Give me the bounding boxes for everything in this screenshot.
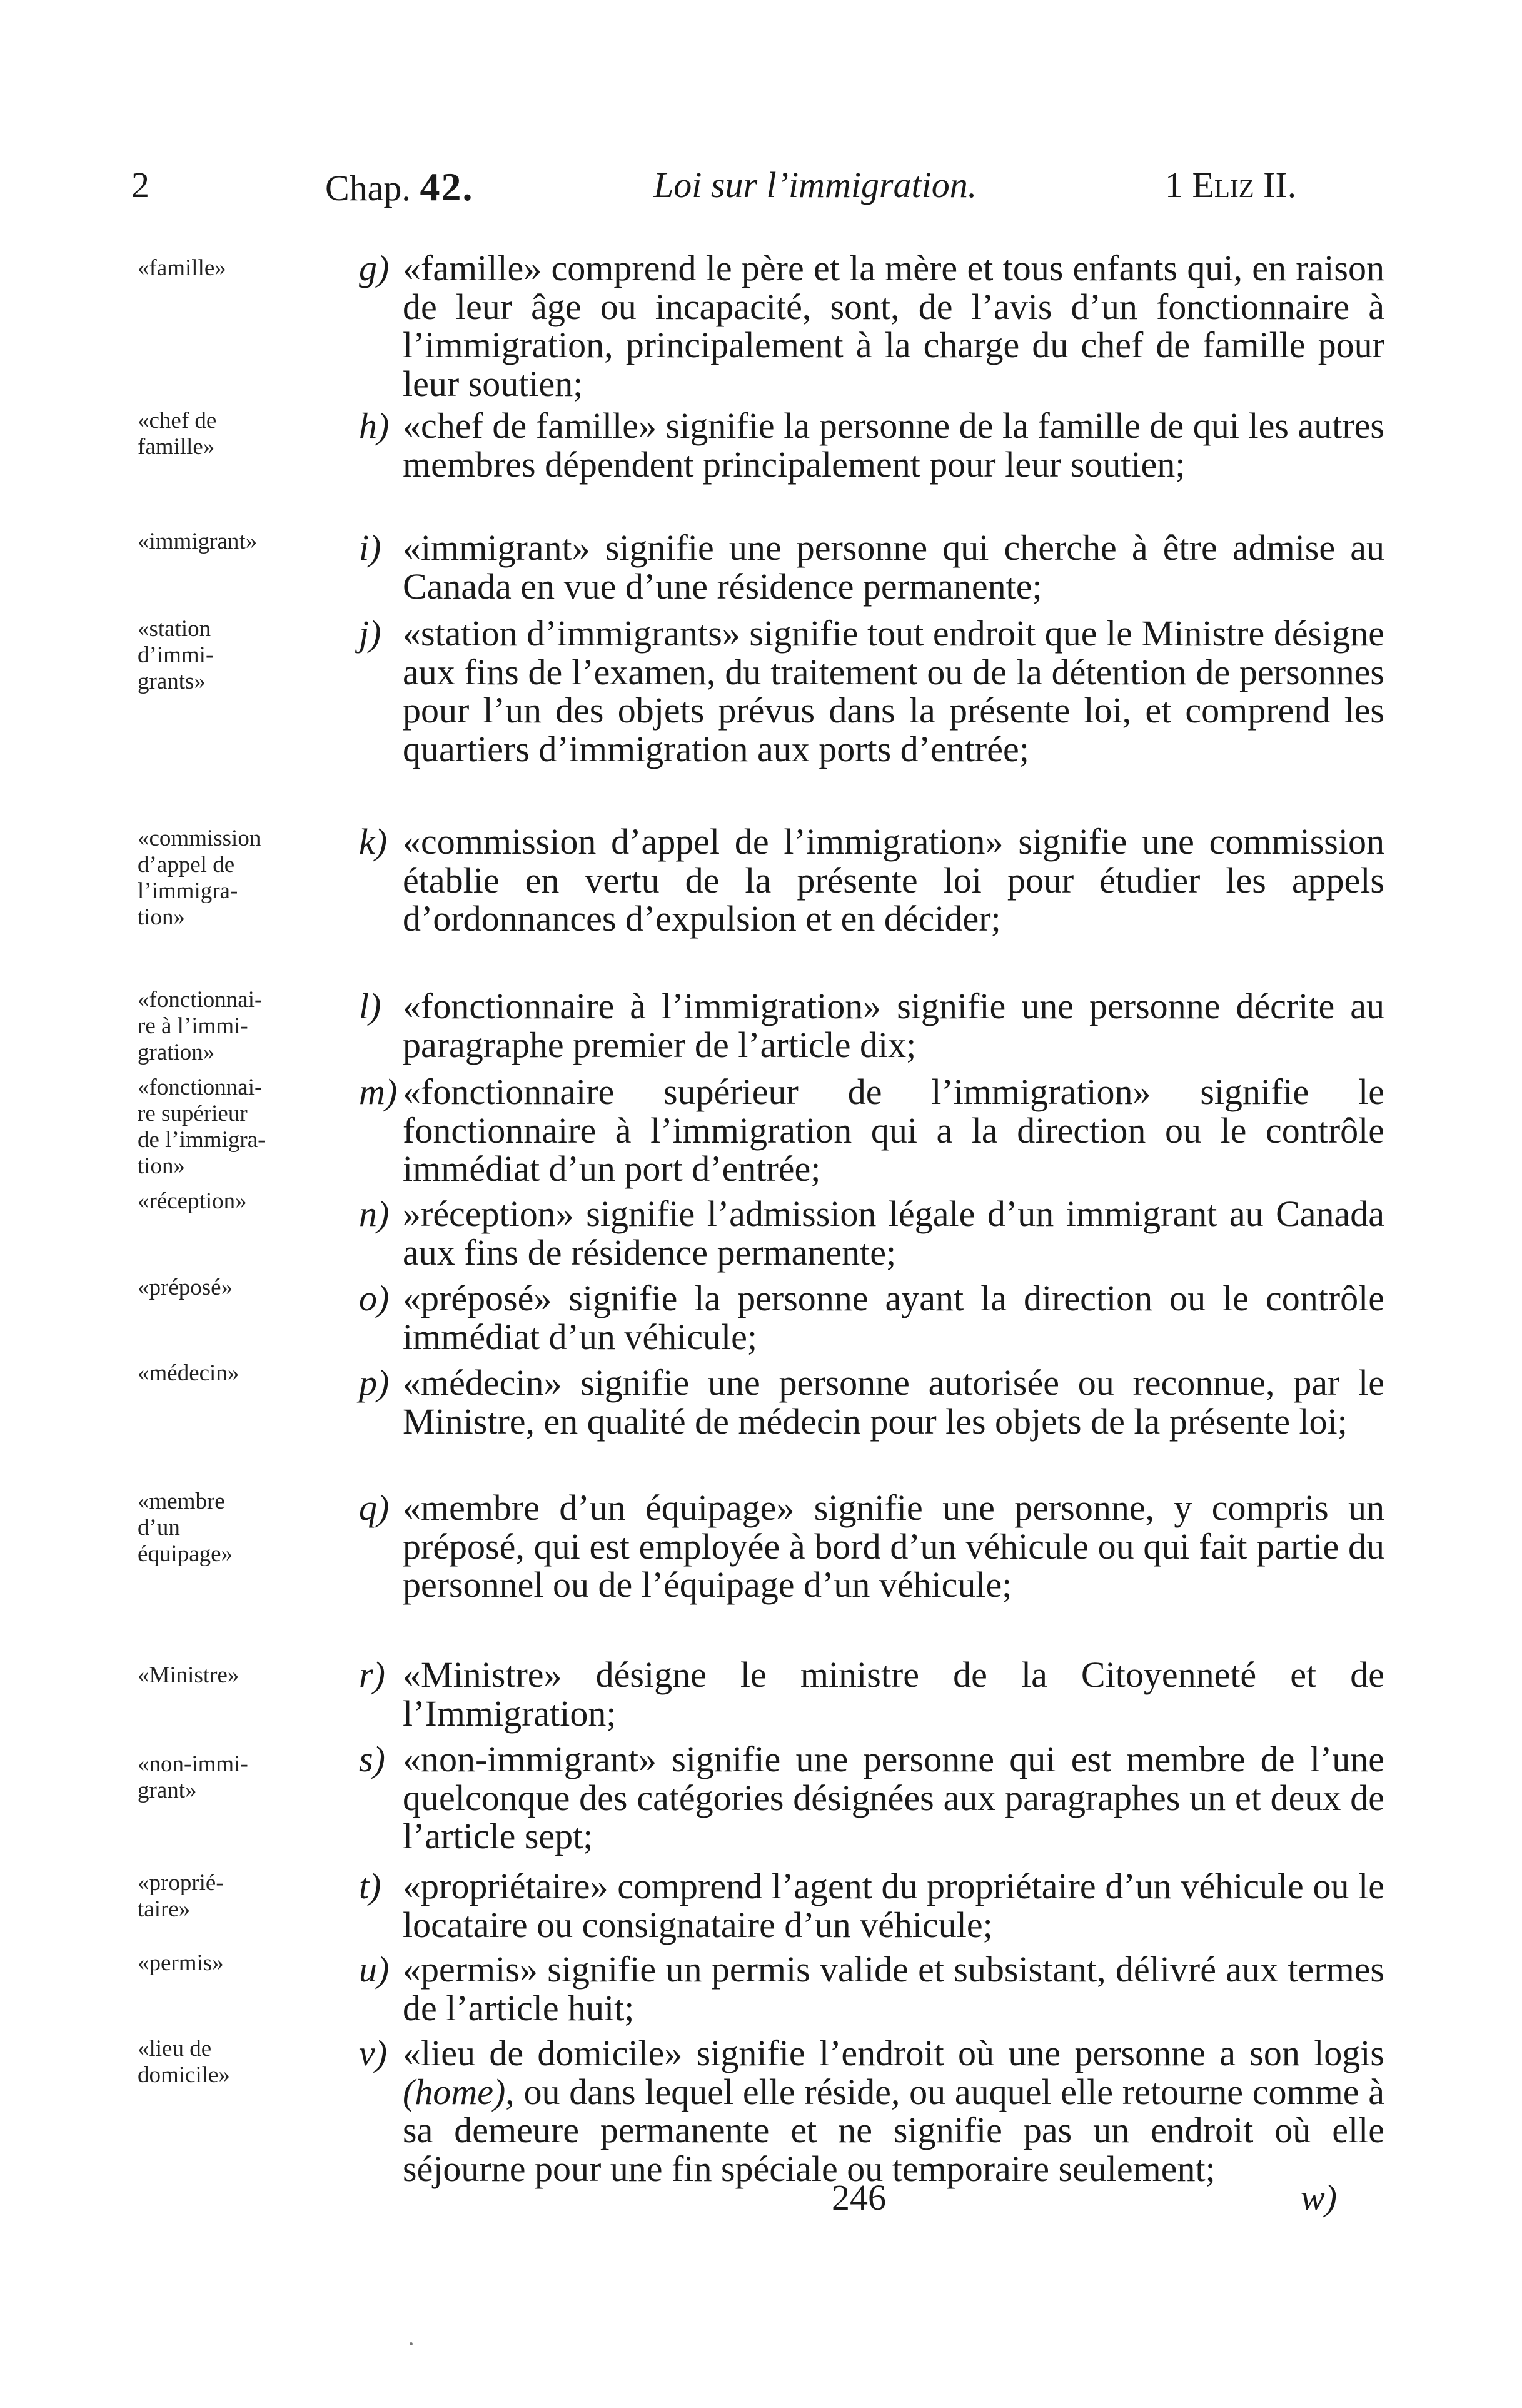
definition-text: «membre d’un équipage» signifie une personne, y compris un préposé, qui est employée à bord d’un véhicule ou qui fait partie du personnel ou de l’équipage d’un véhicule; [403, 1487, 1384, 1605]
act-title: Loi sur l’immigration. [653, 164, 977, 205]
sidenote-reception: «réception» [138, 1188, 247, 1214]
item-letter: j) [359, 613, 381, 654]
chapter-number: 42. [420, 164, 474, 209]
chapter-label [325, 164, 473, 210]
sidenote-membre-equipage: «membre d’un équipage» [138, 1489, 233, 1567]
chapter-label-text: Chap. [325, 168, 411, 208]
sidenote-medecin: «médecin» [138, 1360, 239, 1386]
definition-text: «famille» comprend le père et la mère et tous enfants qui, en raison de leur âge ou incapacité, sont, de l’avis d’un fonctionnaire à l’immigration, principalement à la charge du chef de famille pour leur soutien; [403, 248, 1384, 404]
sidenote-ministre: «Ministre» [138, 1662, 239, 1688]
item-letter: n) [359, 1193, 390, 1234]
sidenote-commission-appel: «commission d’appel de l’immigra- tion» [138, 826, 261, 930]
definition-text: «fonctionnaire à l’immigration» signifie une personne décrite au paragraphe premier de l’article dix; [403, 986, 1384, 1065]
item-letter: m) [359, 1071, 398, 1112]
definition-text: «fonctionnaire supérieur de l’immigration» signifie le fonctionnaire à l’immigration qui a la direction ou le contrôle immédiat d’un port d’entrée; [403, 1071, 1384, 1189]
definition-u [359, 1950, 1384, 2027]
sidenote-lieu-de-domicile: «lieu de domicile» [138, 2036, 230, 2088]
definition-text: «propriétaire» comprend l’agent du propriétaire d’un véhicule ou le locataire ou consignataire d’un véhicule; [403, 1866, 1384, 1945]
definition-k [359, 822, 1384, 938]
sidenote-prepose: «préposé» [138, 1275, 233, 1300]
sidenote-permis: «permis» [138, 1950, 224, 1976]
sidenote-fonctionnaire-immigration: «fonctionnai- re à l’immi- gration» [138, 987, 263, 1065]
definition-p [359, 1363, 1384, 1440]
item-letter: r) [359, 1654, 385, 1695]
page-number: 2 [131, 164, 149, 205]
definition-l [359, 987, 1384, 1064]
item-letter: u) [359, 1949, 390, 1990]
definition-text-before: «lieu de domicile» signifie l’endroit où une personne a son logis [403, 2033, 1384, 2073]
running-header [0, 164, 1522, 214]
item-letter: p) [359, 1362, 390, 1403]
definition-text: «commission d’appel de l’immigration» signifie une commission établie en vertu de la présente loi pour étudier les appels d’ordonnances d’expulsion et en décider; [403, 821, 1384, 939]
definition-i [359, 529, 1384, 605]
definition-text: «permis» signifie un permis valide et subsistant, délivré aux termes de l’article huit; [403, 1949, 1384, 2028]
item-letter: v) [359, 2033, 388, 2073]
catchword: w) [1301, 2177, 1337, 2218]
definition-text: «immigrant» signifie une personne qui cherche à être admise au Canada en vue d’une résidence permanente; [403, 527, 1384, 607]
definition-text: «chef de famille» signifie la personne de la famille de qui les autres membres dépendent principalement pour leur soutien; [403, 405, 1384, 485]
definition-text-italic: (home) [403, 2071, 506, 2112]
definition-t [359, 1867, 1384, 1944]
definition-text: «médecin» signifie une personne autorisée ou reconnue, par le Ministre, en qualité de médecin pour les objets de la présente loi; [403, 1362, 1384, 1442]
definition-n [359, 1195, 1384, 1272]
definition-text: »réception» signifie l’admission légale d’un immigrant au Canada aux fins de résidence permanente; [403, 1193, 1384, 1273]
definition-text: «station d’immigrants» signifie tout endroit que le Ministre désigne aux fins de l’examen, du traitement ou de la détention de personnes pour l’un des objets prévus dans la présente loi, et comprend les quartiers d’immigration aux ports d’entrée; [403, 613, 1384, 769]
ink-speck [410, 2342, 413, 2345]
definition-text: «préposé» signifie la personne ayant la direction ou le contrôle immédiat d’un véhicule; [403, 1278, 1384, 1357]
reign-year: 1 Eliz II. [1165, 164, 1297, 205]
item-letter: h) [359, 405, 390, 446]
definition-h [359, 407, 1384, 483]
sidenote-chef-de-famille: «chef de famille» [138, 408, 217, 460]
item-letter: i) [359, 527, 381, 568]
definition-text: «non-immigrant» signifie une personne qui est membre de l’une quelconque des catégories désignées aux paragraphes un et deux de l’article sept; [403, 1739, 1384, 1856]
item-letter: s) [359, 1739, 385, 1779]
item-letter: t) [359, 1866, 381, 1906]
sidenote-fonctionnaire-superieur: «fonctionnai- re supérieur de l’immigra- tion» [138, 1075, 266, 1179]
definition-text: «Ministre» désigne le ministre de la Citoyenneté et de l’Immigration; [403, 1654, 1384, 1734]
sidenote-non-immigrant: «non-immi- grant» [138, 1751, 248, 1803]
definition-m [359, 1073, 1384, 1188]
definition-q [359, 1489, 1384, 1604]
sidenote-famille: «famille» [138, 255, 226, 281]
definition-s [359, 1740, 1384, 1856]
folio-number: 246 [832, 2177, 886, 2218]
definition-text-after: , ou dans lequel elle réside, ou auquel elle retourne comme à sa demeure permanente et ne signifie pas un endroit où elle séjourne pour une fin spéciale ou temporaire seulement; [403, 2071, 1384, 2189]
definition-g [359, 249, 1384, 403]
item-letter: k) [359, 821, 388, 862]
sidenote-immigrant: «immigrant» [138, 529, 258, 554]
definition-o [359, 1279, 1384, 1356]
definition-r [359, 1656, 1384, 1733]
definition-j [359, 614, 1384, 768]
item-letter: g) [359, 248, 390, 288]
sidenote-station-immigrants: «station d’immi- grants» [138, 616, 214, 694]
item-letter: o) [359, 1278, 390, 1318]
item-letter: l) [359, 986, 381, 1026]
item-letter: q) [359, 1487, 390, 1528]
definition-v [359, 2034, 1384, 2188]
sidenote-proprietaire: «proprié- taire» [138, 1870, 224, 1922]
